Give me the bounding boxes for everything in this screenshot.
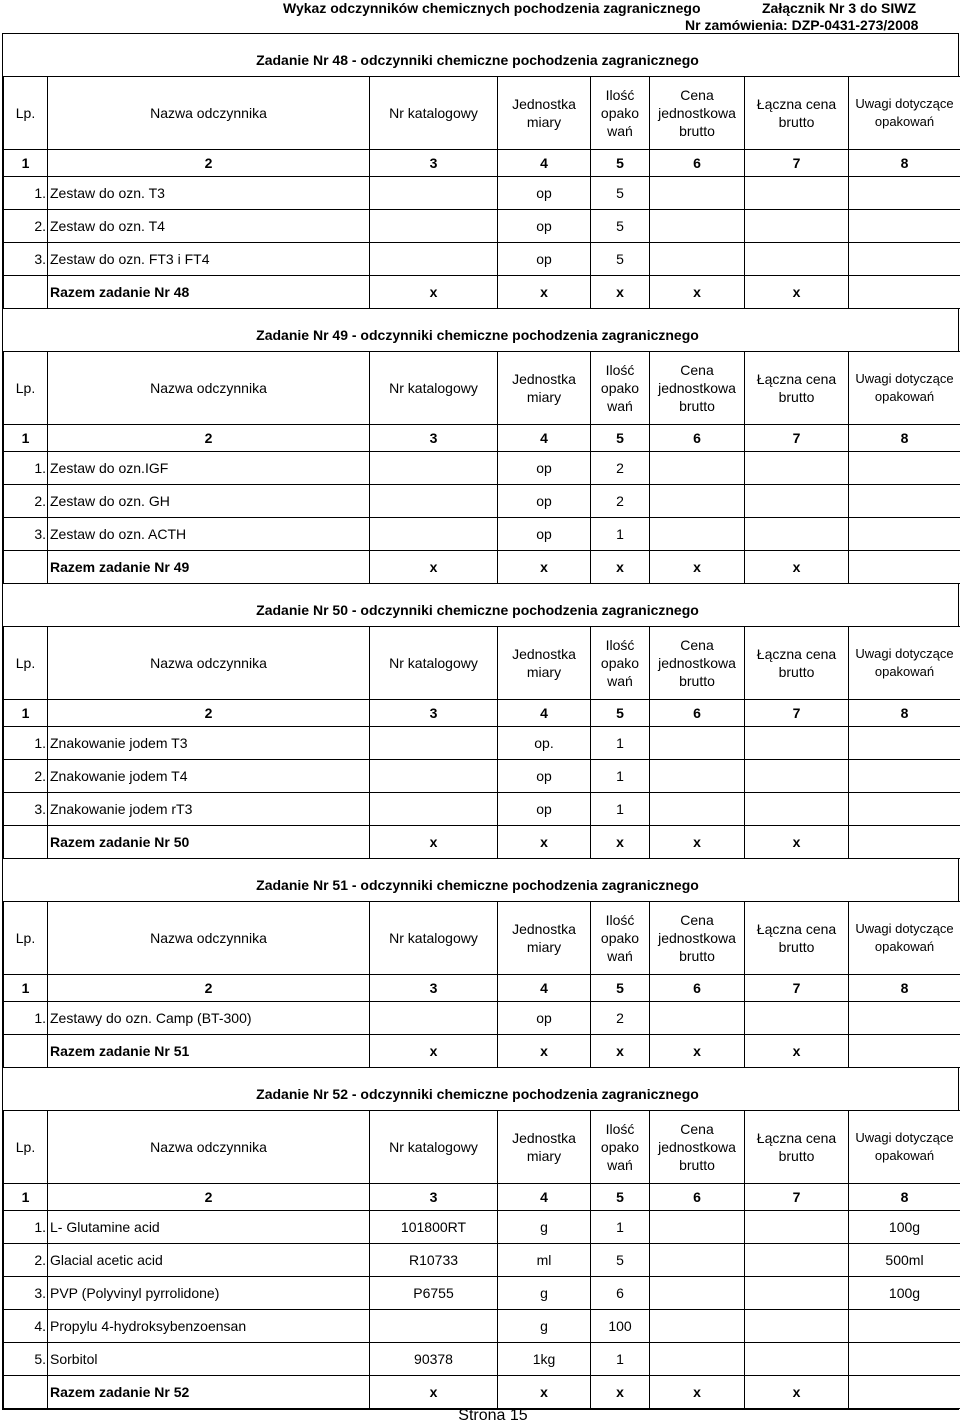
reagent-row xyxy=(4,1343,960,1376)
cell-qty: 2 xyxy=(591,1002,650,1035)
task-section xyxy=(3,309,959,584)
col-number: 2 xyxy=(48,425,370,452)
total-lp-cell xyxy=(4,826,48,859)
cell-name: Zestaw do ozn. T3 xyxy=(48,177,370,210)
reagent-row xyxy=(4,243,960,276)
cell-name: Zestaw do ozn. FT3 i FT4 xyxy=(48,243,370,276)
col-number: 4 xyxy=(498,150,591,177)
reagent-row xyxy=(4,760,960,793)
cell-unit: 1kg xyxy=(498,1343,591,1376)
cell-lp: 2. xyxy=(4,760,48,793)
col-header-lp: Lp. xyxy=(4,352,48,425)
col-header-unit-price: Cena jednostkowa brutto xyxy=(650,902,745,975)
cell-lp: 3. xyxy=(4,243,48,276)
col-number: 7 xyxy=(745,700,849,727)
cell-notes xyxy=(849,1002,960,1035)
cell-name: PVP (Polyvinyl pyrrolidone) xyxy=(48,1277,370,1310)
total-mark: x xyxy=(370,1376,498,1409)
column-header-row xyxy=(4,902,960,975)
task-section xyxy=(3,34,959,309)
col-number: 1 xyxy=(4,425,48,452)
col-number: 1 xyxy=(4,1184,48,1211)
col-number: 5 xyxy=(591,700,650,727)
task-title xyxy=(3,34,959,76)
cell-name: Zestawy do ozn. Camp (BT-300) xyxy=(48,1002,370,1035)
cell-total-price xyxy=(745,1277,849,1310)
col-header-total-price: Łączna cena brutto xyxy=(745,77,849,150)
col-header-unit-price: Cena jednostkowa brutto xyxy=(650,627,745,700)
col-number: 8 xyxy=(849,150,960,177)
total-mark: x xyxy=(591,1035,650,1068)
cell-unit: op xyxy=(498,1002,591,1035)
col-number: 6 xyxy=(650,425,745,452)
total-row xyxy=(4,276,960,309)
cell-catalog xyxy=(370,485,498,518)
cell-notes: 100g xyxy=(849,1211,960,1244)
cell-total-price xyxy=(745,177,849,210)
col-number: 3 xyxy=(370,975,498,1002)
col-header-qty: Ilość opako wań xyxy=(591,902,650,975)
col-number: 2 xyxy=(48,1184,370,1211)
col-number: 8 xyxy=(849,1184,960,1211)
cell-notes xyxy=(849,210,960,243)
task-title-text: Zadanie Nr 51 - odczynniki chemiczne pochodzenia zagranicznego xyxy=(256,877,699,893)
cell-unit-price xyxy=(650,1211,745,1244)
cell-notes xyxy=(849,793,960,826)
cell-catalog xyxy=(370,727,498,760)
col-header-catalog: Nr katalogowy xyxy=(370,77,498,150)
col-header-catalog: Nr katalogowy xyxy=(370,627,498,700)
cell-unit: ml xyxy=(498,1244,591,1277)
col-header-lp: Lp. xyxy=(4,627,48,700)
task-table xyxy=(3,1110,960,1409)
col-header-total-price: Łączna cena brutto xyxy=(745,902,849,975)
cell-lp: 2. xyxy=(4,210,48,243)
cell-qty: 1 xyxy=(591,518,650,551)
cell-notes xyxy=(849,243,960,276)
col-header-lp: Lp. xyxy=(4,77,48,150)
col-number: 6 xyxy=(650,975,745,1002)
total-mark: x xyxy=(591,1376,650,1409)
cell-total-price xyxy=(745,1211,849,1244)
cell-lp: 3. xyxy=(4,1277,48,1310)
attachment-label: Załącznik Nr 3 do SIWZ xyxy=(762,0,916,16)
cell-lp: 2. xyxy=(4,1244,48,1277)
col-header-unit: Jednostka miary xyxy=(498,77,591,150)
cell-lp: 1. xyxy=(4,177,48,210)
cell-unit-price xyxy=(650,793,745,826)
col-header-catalog: Nr katalogowy xyxy=(370,352,498,425)
col-header-unit: Jednostka miary xyxy=(498,902,591,975)
total-row xyxy=(4,551,960,584)
cell-total-price xyxy=(745,243,849,276)
cell-notes xyxy=(849,177,960,210)
cell-unit: op xyxy=(498,485,591,518)
cell-total-price xyxy=(745,1343,849,1376)
cell-notes: 100g xyxy=(849,1277,960,1310)
reagent-row xyxy=(4,518,960,551)
cell-unit-price xyxy=(650,485,745,518)
cell-qty: 5 xyxy=(591,177,650,210)
cell-unit: op xyxy=(498,243,591,276)
column-number-row xyxy=(4,975,960,1002)
cell-catalog xyxy=(370,1310,498,1343)
task-title-text: Zadanie Nr 50 - odczynniki chemiczne pochodzenia zagranicznego xyxy=(256,602,699,618)
cell-total-price xyxy=(745,1244,849,1277)
reagent-row xyxy=(4,1002,960,1035)
total-label: Razem zadanie Nr 52 xyxy=(48,1376,370,1409)
col-number: 7 xyxy=(745,975,849,1002)
col-header-notes: Uwagi dotyczące opakowań xyxy=(849,627,960,700)
col-header-name: Nazwa odczynnika xyxy=(48,352,370,425)
reagent-row xyxy=(4,177,960,210)
total-label: Razem zadanie Nr 50 xyxy=(48,826,370,859)
col-header-name: Nazwa odczynnika xyxy=(48,902,370,975)
cell-qty: 2 xyxy=(591,452,650,485)
cell-unit: op xyxy=(498,518,591,551)
total-mark: x xyxy=(498,1035,591,1068)
cell-catalog xyxy=(370,793,498,826)
col-number: 1 xyxy=(4,975,48,1002)
tasks-grid xyxy=(2,33,959,1410)
col-number: 7 xyxy=(745,150,849,177)
col-number: 7 xyxy=(745,425,849,452)
cell-unit: op. xyxy=(498,727,591,760)
cell-unit-price xyxy=(650,518,745,551)
column-header-row xyxy=(4,1111,960,1184)
cell-unit-price xyxy=(650,1244,745,1277)
col-header-notes: Uwagi dotyczące opakowań xyxy=(849,352,960,425)
order-number: Nr zamówienia: DZP-0431-273/2008 xyxy=(685,17,918,33)
total-mark: x xyxy=(591,551,650,584)
col-header-unit: Jednostka miary xyxy=(498,1111,591,1184)
cell-unit-price xyxy=(650,1277,745,1310)
col-header-total-price: Łączna cena brutto xyxy=(745,352,849,425)
task-section xyxy=(3,859,959,1068)
cell-notes xyxy=(849,727,960,760)
reagent-row xyxy=(4,793,960,826)
total-mark: x xyxy=(498,551,591,584)
total-mark: x xyxy=(650,551,745,584)
total-lp-cell xyxy=(4,276,48,309)
col-number: 8 xyxy=(849,700,960,727)
col-number: 5 xyxy=(591,1184,650,1211)
cell-unit-price xyxy=(650,760,745,793)
col-number: 6 xyxy=(650,1184,745,1211)
cell-notes xyxy=(849,485,960,518)
cell-unit-price xyxy=(650,243,745,276)
cell-unit: op xyxy=(498,452,591,485)
cell-name: Zestaw do ozn. T4 xyxy=(48,210,370,243)
cell-catalog xyxy=(370,243,498,276)
cell-qty: 1 xyxy=(591,793,650,826)
col-header-qty: Ilość opako wań xyxy=(591,77,650,150)
reagent-row xyxy=(4,1244,960,1277)
col-header-lp: Lp. xyxy=(4,1111,48,1184)
cell-catalog xyxy=(370,1002,498,1035)
col-number: 6 xyxy=(650,150,745,177)
cell-lp: 1. xyxy=(4,1002,48,1035)
cell-qty: 5 xyxy=(591,1244,650,1277)
total-row xyxy=(4,1376,960,1409)
cell-name: Propylu 4-hydroksybenzoensan xyxy=(48,1310,370,1343)
cell-unit: op xyxy=(498,793,591,826)
column-header-row xyxy=(4,77,960,150)
col-header-qty: Ilość opako wań xyxy=(591,352,650,425)
total-mark: x xyxy=(498,1376,591,1409)
column-number-row xyxy=(4,425,960,452)
total-label: Razem zadanie Nr 49 xyxy=(48,551,370,584)
total-mark: x xyxy=(370,551,498,584)
cell-total-price xyxy=(745,210,849,243)
total-row xyxy=(4,826,960,859)
total-row xyxy=(4,1035,960,1068)
cell-qty: 100 xyxy=(591,1310,650,1343)
col-header-total-price: Łączna cena brutto xyxy=(745,627,849,700)
total-notes-cell xyxy=(849,276,960,309)
cell-unit: g xyxy=(498,1310,591,1343)
col-number: 2 xyxy=(48,150,370,177)
reagent-row xyxy=(4,1211,960,1244)
total-mark: x xyxy=(370,826,498,859)
cell-qty: 1 xyxy=(591,1211,650,1244)
col-header-total-price: Łączna cena brutto xyxy=(745,1111,849,1184)
column-header-row xyxy=(4,352,960,425)
total-mark: x xyxy=(650,276,745,309)
total-notes-cell xyxy=(849,1035,960,1068)
reagent-row xyxy=(4,1277,960,1310)
col-header-qty: Ilość opako wań xyxy=(591,1111,650,1184)
total-mark: x xyxy=(650,826,745,859)
total-mark: x xyxy=(745,826,849,859)
col-header-notes: Uwagi dotyczące opakowań xyxy=(849,77,960,150)
cell-qty: 6 xyxy=(591,1277,650,1310)
cell-unit: g xyxy=(498,1277,591,1310)
total-mark: x xyxy=(498,826,591,859)
cell-total-price xyxy=(745,1310,849,1343)
total-notes-cell xyxy=(849,1376,960,1409)
reagent-row xyxy=(4,485,960,518)
cell-total-price xyxy=(745,727,849,760)
task-title xyxy=(3,584,959,626)
cell-name: Znakowanie jodem rT3 xyxy=(48,793,370,826)
col-header-name: Nazwa odczynnika xyxy=(48,77,370,150)
col-number: 5 xyxy=(591,975,650,1002)
cell-notes xyxy=(849,452,960,485)
col-number: 4 xyxy=(498,700,591,727)
cell-catalog: 90378 xyxy=(370,1343,498,1376)
col-number: 1 xyxy=(4,150,48,177)
total-label: Razem zadanie Nr 51 xyxy=(48,1035,370,1068)
cell-qty: 2 xyxy=(591,485,650,518)
cell-unit-price xyxy=(650,1002,745,1035)
cell-total-price xyxy=(745,793,849,826)
col-number: 2 xyxy=(48,700,370,727)
cell-catalog: R10733 xyxy=(370,1244,498,1277)
col-header-catalog: Nr katalogowy xyxy=(370,1111,498,1184)
col-header-unit-price: Cena jednostkowa brutto xyxy=(650,77,745,150)
cell-name: Glacial acetic acid xyxy=(48,1244,370,1277)
cell-catalog xyxy=(370,177,498,210)
total-lp-cell xyxy=(4,1376,48,1409)
task-table xyxy=(3,626,960,859)
total-mark: x xyxy=(498,276,591,309)
cell-unit: op xyxy=(498,210,591,243)
col-number: 3 xyxy=(370,150,498,177)
cell-lp: 1. xyxy=(4,1211,48,1244)
col-header-unit-price: Cena jednostkowa brutto xyxy=(650,1111,745,1184)
cell-lp: 4. xyxy=(4,1310,48,1343)
task-title-text: Zadanie Nr 48 - odczynniki chemiczne pochodzenia zagranicznego xyxy=(256,52,699,68)
total-mark: x xyxy=(650,1376,745,1409)
cell-notes xyxy=(849,760,960,793)
task-section xyxy=(3,1068,959,1410)
col-number: 4 xyxy=(498,1184,591,1211)
total-mark: x xyxy=(745,1376,849,1409)
col-header-unit: Jednostka miary xyxy=(498,352,591,425)
cell-qty: 5 xyxy=(591,210,650,243)
col-number: 1 xyxy=(4,700,48,727)
total-label: Razem zadanie Nr 48 xyxy=(48,276,370,309)
cell-catalog: 101800RT xyxy=(370,1211,498,1244)
cell-notes xyxy=(849,1343,960,1376)
col-header-lp: Lp. xyxy=(4,902,48,975)
reagent-row xyxy=(4,1310,960,1343)
document-title: Wykaz odczynników chemicznych pochodzenia zagranicznego xyxy=(283,0,701,16)
cell-unit-price xyxy=(650,177,745,210)
total-lp-cell xyxy=(4,551,48,584)
total-mark: x xyxy=(745,276,849,309)
col-number: 2 xyxy=(48,975,370,1002)
cell-total-price xyxy=(745,518,849,551)
cell-lp: 3. xyxy=(4,793,48,826)
task-table xyxy=(3,351,960,584)
col-number: 3 xyxy=(370,700,498,727)
cell-unit-price xyxy=(650,1343,745,1376)
column-number-row xyxy=(4,700,960,727)
col-header-notes: Uwagi dotyczące opakowań xyxy=(849,902,960,975)
cell-name: Znakowanie jodem T3 xyxy=(48,727,370,760)
cell-name: Znakowanie jodem T4 xyxy=(48,760,370,793)
task-title xyxy=(3,859,959,901)
total-mark: x xyxy=(650,1035,745,1068)
cell-lp: 3. xyxy=(4,518,48,551)
col-number: 3 xyxy=(370,425,498,452)
cell-catalog xyxy=(370,518,498,551)
cell-qty: 1 xyxy=(591,1343,650,1376)
cell-qty: 5 xyxy=(591,243,650,276)
task-title xyxy=(3,1068,959,1110)
total-notes-cell xyxy=(849,826,960,859)
cell-unit: op xyxy=(498,177,591,210)
cell-lp: 2. xyxy=(4,485,48,518)
reagent-row xyxy=(4,210,960,243)
col-header-qty: Ilość opako wań xyxy=(591,627,650,700)
col-number: 5 xyxy=(591,150,650,177)
cell-total-price xyxy=(745,1002,849,1035)
total-mark: x xyxy=(745,1035,849,1068)
reagent-row xyxy=(4,452,960,485)
reagent-row xyxy=(4,727,960,760)
cell-notes xyxy=(849,518,960,551)
cell-notes xyxy=(849,1310,960,1343)
task-section xyxy=(3,584,959,859)
cell-catalog xyxy=(370,210,498,243)
cell-unit-price xyxy=(650,452,745,485)
cell-unit: op xyxy=(498,760,591,793)
col-number: 5 xyxy=(591,425,650,452)
cell-catalog: P6755 xyxy=(370,1277,498,1310)
cell-total-price xyxy=(745,760,849,793)
col-header-catalog: Nr katalogowy xyxy=(370,902,498,975)
cell-name: Sorbitol xyxy=(48,1343,370,1376)
task-table xyxy=(3,76,960,309)
cell-qty: 1 xyxy=(591,727,650,760)
cell-unit-price xyxy=(650,210,745,243)
total-mark: x xyxy=(370,276,498,309)
task-table xyxy=(3,901,960,1068)
cell-unit: g xyxy=(498,1211,591,1244)
cell-qty: 1 xyxy=(591,760,650,793)
total-mark: x xyxy=(591,276,650,309)
cell-total-price xyxy=(745,485,849,518)
column-header-row xyxy=(4,627,960,700)
total-lp-cell xyxy=(4,1035,48,1068)
col-number: 8 xyxy=(849,975,960,1002)
col-header-name: Nazwa odczynnika xyxy=(48,627,370,700)
col-header-unit-price: Cena jednostkowa brutto xyxy=(650,352,745,425)
cell-lp: 5. xyxy=(4,1343,48,1376)
col-number: 3 xyxy=(370,1184,498,1211)
col-number: 8 xyxy=(849,425,960,452)
cell-name: Zestaw do ozn. ACTH xyxy=(48,518,370,551)
col-number: 6 xyxy=(650,700,745,727)
col-header-name: Nazwa odczynnika xyxy=(48,1111,370,1184)
cell-name: Zestaw do ozn.IGF xyxy=(48,452,370,485)
task-title-text: Zadanie Nr 52 - odczynniki chemiczne pochodzenia zagranicznego xyxy=(256,1086,699,1102)
col-number: 4 xyxy=(498,425,591,452)
cell-catalog xyxy=(370,760,498,793)
total-mark: x xyxy=(745,551,849,584)
task-title-text: Zadanie Nr 49 - odczynniki chemiczne pochodzenia zagranicznego xyxy=(256,327,699,343)
total-mark: x xyxy=(370,1035,498,1068)
total-mark: x xyxy=(591,826,650,859)
col-header-unit: Jednostka miary xyxy=(498,627,591,700)
task-title xyxy=(3,309,959,351)
cell-lp: 1. xyxy=(4,727,48,760)
cell-catalog xyxy=(370,452,498,485)
cell-unit-price xyxy=(650,1310,745,1343)
cell-unit-price xyxy=(650,727,745,760)
col-header-notes: Uwagi dotyczące opakowań xyxy=(849,1111,960,1184)
cell-total-price xyxy=(745,452,849,485)
page-number: Strona 15 xyxy=(0,1407,960,1425)
col-number: 4 xyxy=(498,975,591,1002)
cell-notes: 500ml xyxy=(849,1244,960,1277)
cell-name: L- Glutamine acid xyxy=(48,1211,370,1244)
column-number-row xyxy=(4,1184,960,1211)
cell-lp: 1. xyxy=(4,452,48,485)
col-number: 7 xyxy=(745,1184,849,1211)
column-number-row xyxy=(4,150,960,177)
total-notes-cell xyxy=(849,551,960,584)
cell-name: Zestaw do ozn. GH xyxy=(48,485,370,518)
